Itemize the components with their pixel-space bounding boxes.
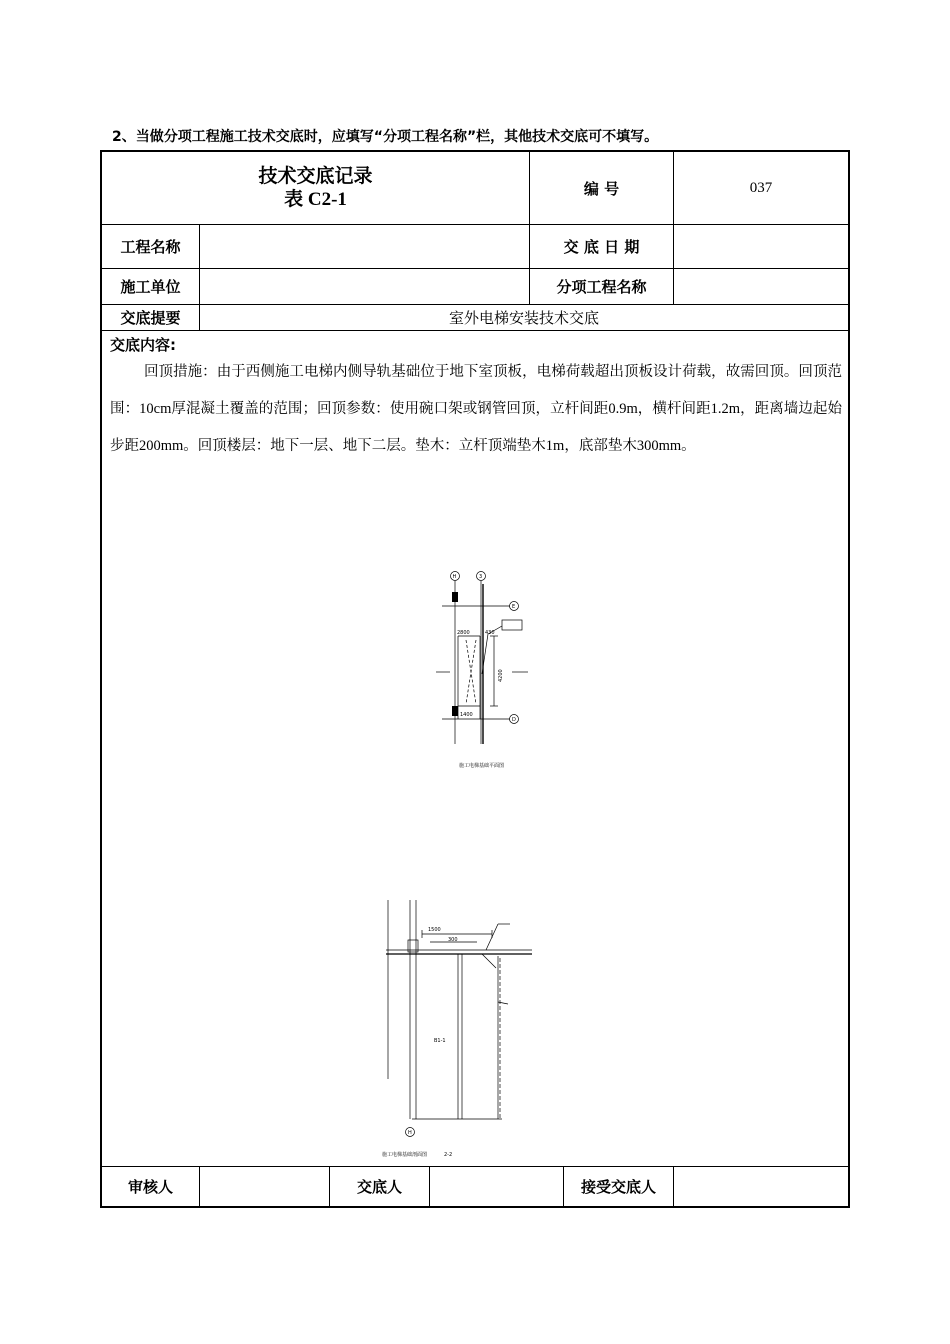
number-label: 编 号 <box>583 179 620 198</box>
record-title <box>102 152 529 224</box>
summary-field[interactable]: 室外电梯安装技术交底 <box>448 309 599 327</box>
plan-grid-label-1: H <box>452 574 457 580</box>
plan-grid-label-4: D <box>512 717 516 723</box>
receiver-field[interactable] <box>674 1167 848 1206</box>
plan-dim-2: 4200 <box>498 669 504 682</box>
reviewer-field[interactable] <box>200 1167 329 1206</box>
plan-dim-4: 1400 <box>460 712 473 718</box>
foundation-plan-drawing <box>430 564 535 774</box>
foundation-section-drawing <box>372 894 542 1158</box>
project-name-label: 工程名称 <box>120 238 181 256</box>
section-room-label: B1-1 <box>434 1038 446 1044</box>
subproject-name-label: 分项工程名称 <box>556 278 647 296</box>
disclosure-date-label: 交 底 日 期 <box>563 238 640 256</box>
plan-caption: 施工电梯基础平面图 <box>459 763 505 769</box>
disclosure-record-table <box>100 150 850 1208</box>
content-text: 回顶措施：由于西侧施工电梯内侧导轨基础位于地下室顶板，电梯荷载超出顶板设计荷载，故需回顶。回顶范围：10cm厚混凝土覆盖的范围；回顶参数：使用碗口架或钢管回顶，立杆间距0.9m，横杆间距1.2m，距离墙边起始步距200mm。回顶楼层：地下一层、地下二层。垫木：立杆顶端垫木1m，底部垫木300mm。 <box>110 364 842 454</box>
plan-dim-3: 430 <box>485 630 495 636</box>
discloser-field[interactable] <box>430 1167 563 1206</box>
receiver-label: 接受交底人 <box>580 1178 656 1196</box>
section-grid-label: H <box>408 1130 412 1136</box>
number-value[interactable]: 037 <box>749 179 773 196</box>
disclosure-date-field[interactable] <box>674 225 848 268</box>
summary-label: 交底提要 <box>120 309 181 327</box>
section-dim-1: 1500 <box>428 927 441 933</box>
plan-grid-label-3: E <box>512 604 516 610</box>
section-caption: 施工电梯基础剖面图 <box>382 1152 428 1158</box>
plan-dim-1: 2800 <box>457 630 470 636</box>
plan-grid-label-2: 3 <box>479 574 483 580</box>
discloser-label: 交底人 <box>356 1178 402 1196</box>
construction-unit-field[interactable] <box>200 269 529 304</box>
reviewer-label: 审核人 <box>127 1178 173 1196</box>
content-label: 交底内容: <box>110 336 176 354</box>
record-title-line1: 技术交底记录 <box>258 165 373 187</box>
instruction-note: 2、当做分项工程施工技术交底时，应填写“分项工程名称”栏，其他技术交底可不填写。 <box>112 129 659 145</box>
record-title-line2: 表 C2-1 <box>284 189 347 210</box>
project-name-field[interactable] <box>200 225 529 268</box>
section-dim-2: 300 <box>448 937 458 943</box>
construction-unit-label: 施工单位 <box>120 278 181 296</box>
subproject-name-field[interactable] <box>674 269 848 304</box>
section-tag: 2-2 <box>444 1152 453 1158</box>
